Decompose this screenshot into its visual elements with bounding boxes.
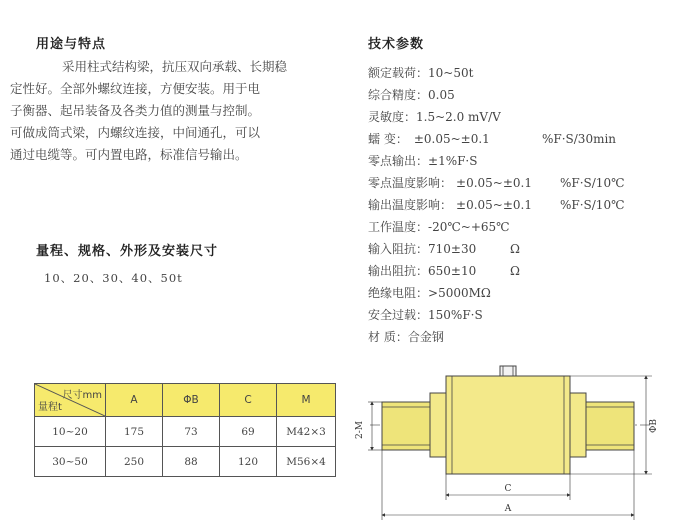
features-line: 子衡器、起吊装备及各类力值的测量与控制。 xyxy=(10,103,261,118)
cell-m: M42×3 xyxy=(277,417,336,447)
param-insulation: 绝缘电阻：>5000MΩ xyxy=(368,286,491,300)
table-row xyxy=(35,417,336,447)
row-range: 10~20 xyxy=(35,417,106,447)
cell-b: 88 xyxy=(163,447,220,477)
dim-label-a: A xyxy=(504,504,512,514)
dim-label-b: ΦB xyxy=(649,419,659,433)
cell-c: 69 xyxy=(220,417,277,447)
param-output-temp: 输出温度影响： ±0.05~±0.1 %F·S/10℃ xyxy=(368,198,625,212)
table-header-row xyxy=(35,384,336,417)
table-row xyxy=(35,447,336,477)
row-range: 30~50 xyxy=(35,447,106,477)
cell-b: 73 xyxy=(163,417,220,447)
param-overload: 安全过载：150%F·S xyxy=(368,308,483,322)
connector-shape xyxy=(500,366,516,376)
corner-bottom-label: 量程t xyxy=(38,402,62,413)
cell-a: 250 xyxy=(106,447,163,477)
param-work-temp: 工作温度：-20℃~+65℃ xyxy=(368,220,510,234)
features-line: 采用柱式结构梁，抗压双向承载、长期稳 xyxy=(62,59,288,74)
param-material: 材 质：合金钢 xyxy=(368,330,444,344)
header-m: M xyxy=(277,384,336,417)
param-input-impedance: 输入阻抗：710±30 Ω xyxy=(368,242,520,256)
right-shoulder-shape xyxy=(570,393,586,457)
tech-params-list xyxy=(368,62,678,348)
param-zero-output: 零点输出：±1%F·S xyxy=(368,154,478,168)
header-a: A xyxy=(106,384,163,417)
dim-label-m: 2-M xyxy=(355,421,365,439)
left-shoulder-shape xyxy=(430,393,446,457)
param-accuracy: 综合精度：0.05 xyxy=(368,88,455,102)
features-text xyxy=(10,56,336,166)
main-body-shape xyxy=(446,376,570,474)
tech-heading: 技术参数 xyxy=(368,37,425,52)
dimension-table xyxy=(34,383,336,477)
table-corner-cell xyxy=(35,384,106,417)
header-b: ΦB xyxy=(163,384,220,417)
features-heading: 用途与特点 xyxy=(36,37,107,52)
right-thread-shape xyxy=(586,402,634,450)
header-c: C xyxy=(220,384,277,417)
dim-label-c: C xyxy=(504,484,512,494)
param-zero-temp: 零点温度影响： ±0.05~±0.1 %F·S/10℃ xyxy=(368,176,625,190)
specs-heading: 量程、规格、外形及安装尺寸 xyxy=(36,244,219,259)
param-rated-load: 额定载荷：10~50t xyxy=(368,66,474,80)
left-thread-shape xyxy=(382,402,430,450)
param-creep: 蠕 变： ±0.05~±0.1 %F·S/30min xyxy=(368,132,617,146)
param-sensitivity: 灵敏度：1.5~2.0 mV/V xyxy=(368,110,501,124)
features-line: 可做成筒式梁，内螺纹连接，中间通孔，可以 xyxy=(10,125,261,140)
param-output-impedance: 输出阻抗：650±10 Ω xyxy=(368,264,520,278)
features-line: 通过电缆等。可内置电路，标准信号输出。 xyxy=(10,147,248,162)
features-line: 定性好。全部外螺纹连接，方便安装。用于电 xyxy=(10,81,261,96)
load-cell-drawing xyxy=(340,360,670,524)
cell-m: M56×4 xyxy=(277,447,336,477)
corner-top-label: 尺寸mm xyxy=(62,390,102,401)
ranges-text: 10、20、30、40、50t xyxy=(44,271,183,285)
cell-a: 175 xyxy=(106,417,163,447)
cell-c: 120 xyxy=(220,447,277,477)
